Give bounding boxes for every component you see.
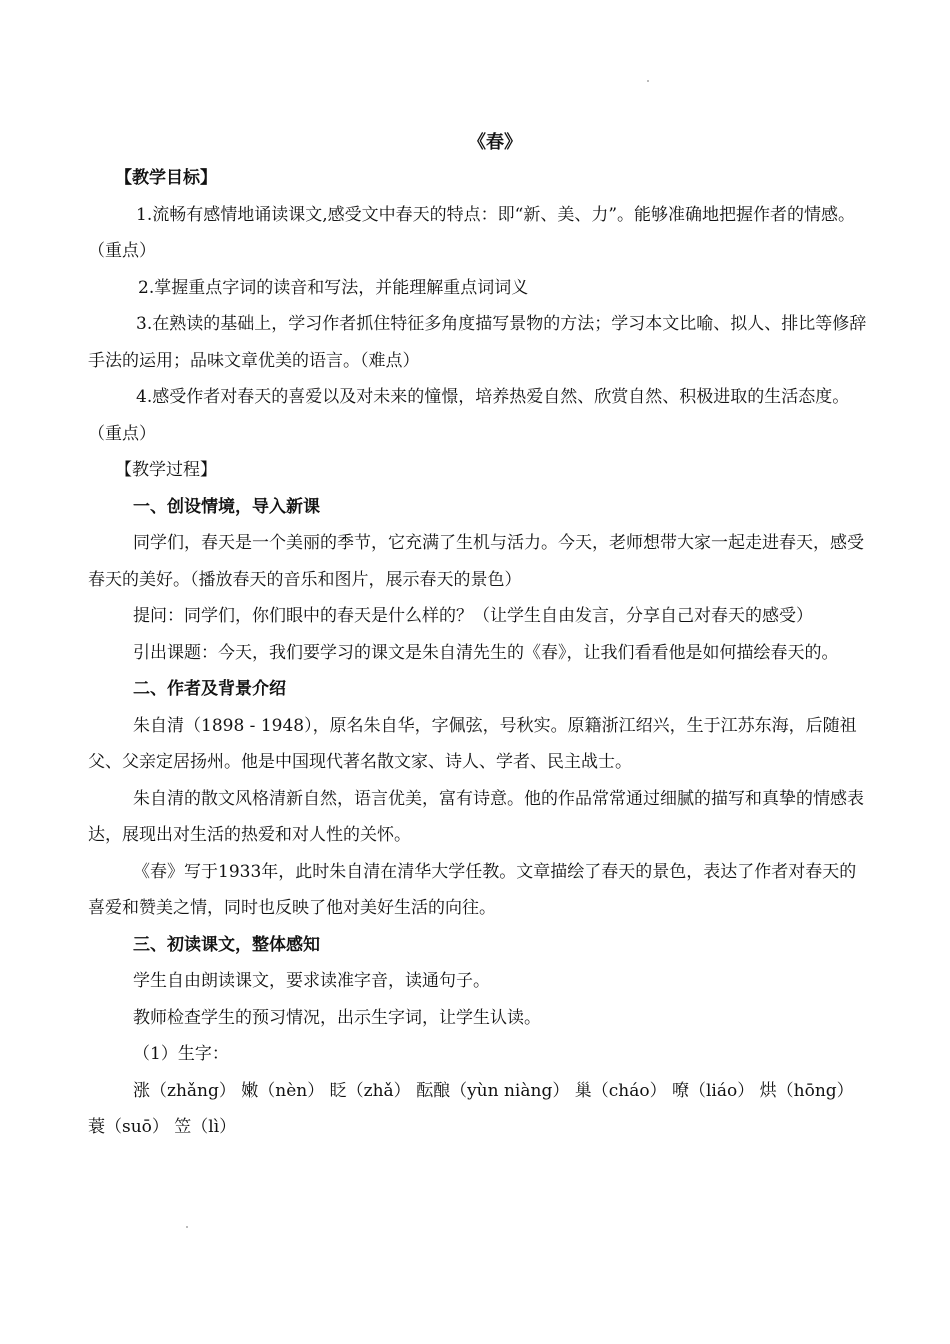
- paragraph: 朱自清的散文风格清新自然，语言优美，富有诗意。他的作品常常通过细腻的描写和真挚的情感表达，展现出对生活的热爱和对人性的关怀。: [88, 788, 864, 845]
- section-heading: 二、作者及背景介绍: [133, 679, 286, 699]
- paragraph: 《春》写于1933年，此时朱自清在清华大学任教。文章描绘了春天的景色，表达了作者对春天的喜爱和赞美之情，同时也反映了他对美好生活的向往。: [88, 861, 857, 918]
- goals-heading: 【教学目标】: [115, 168, 217, 188]
- section-heading: 三、初读课文，整体感知: [133, 934, 320, 955]
- section-heading: 一、创设情境，导入新课: [133, 496, 320, 517]
- document-body: [88, 160, 868, 1146]
- sub-heading: （1）生字：: [133, 1044, 229, 1064]
- paragraph: 朱自清（1898 - 1948），原名朱自华，字佩弦，号秋实。原籍浙江绍兴，生于江苏东海，后随祖父、父亲定居扬州。他是中国现代著名散文家、诗人、学者、民主战士。: [88, 715, 857, 772]
- goal-item: 4.感受作者对春天的喜爱以及对未来的憧憬，培养热爱自然、欣赏自然、积极进取的生活态度。（重点）: [88, 387, 850, 444]
- scan-dot: [647, 80, 649, 82]
- paragraph: 提问：同学们，你们眼中的春天是什么样的？（让学生自由发言，分享自己对春天的感受）: [133, 606, 813, 626]
- paragraph: 同学们，春天是一个美丽的季节，它充满了生机与活力。今天，老师想带大家一起走进春天，感受春天的美好。（播放春天的音乐和图片，展示春天的景色）: [88, 533, 864, 590]
- process-heading: 【教学过程】: [115, 460, 217, 480]
- scan-dot: [186, 1226, 188, 1228]
- new-characters-list: 涨（zhǎng） 嫩（nèn） 眨（zhǎ） 酝酿（yùn niàng） 巢（cháo） 嘹（liáo） 烘（hōng） 蓑（suō） 笠（lì）: [88, 1080, 854, 1137]
- document-title: 《春》: [468, 132, 522, 153]
- paragraph: 学生自由朗读课文，要求读准字音，读通句子。: [133, 971, 490, 991]
- goal-item: 2.掌握重点字词的读音和写法，并能理解重点词词义: [138, 277, 529, 298]
- goal-item: 3.在熟读的基础上，学习作者抓住特征多角度描写景物的方法；学习本文比喻、拟人、排比等修辞手法的运用；品味文章优美的语言。（难点）: [88, 314, 867, 371]
- paragraph: 教师检查学生的预习情况，出示生字词，让学生认读。: [133, 1007, 541, 1028]
- goal-item: 1.流畅有感情地诵读课文,感受文中春天的特点：即“新、美、力”。能够准确地把握作者的情感。（重点）: [88, 204, 856, 261]
- paragraph: 引出课题：今天，我们要学习的课文是朱自清先生的《春》，让我们看看他是如何描绘春天的。: [133, 642, 839, 663]
